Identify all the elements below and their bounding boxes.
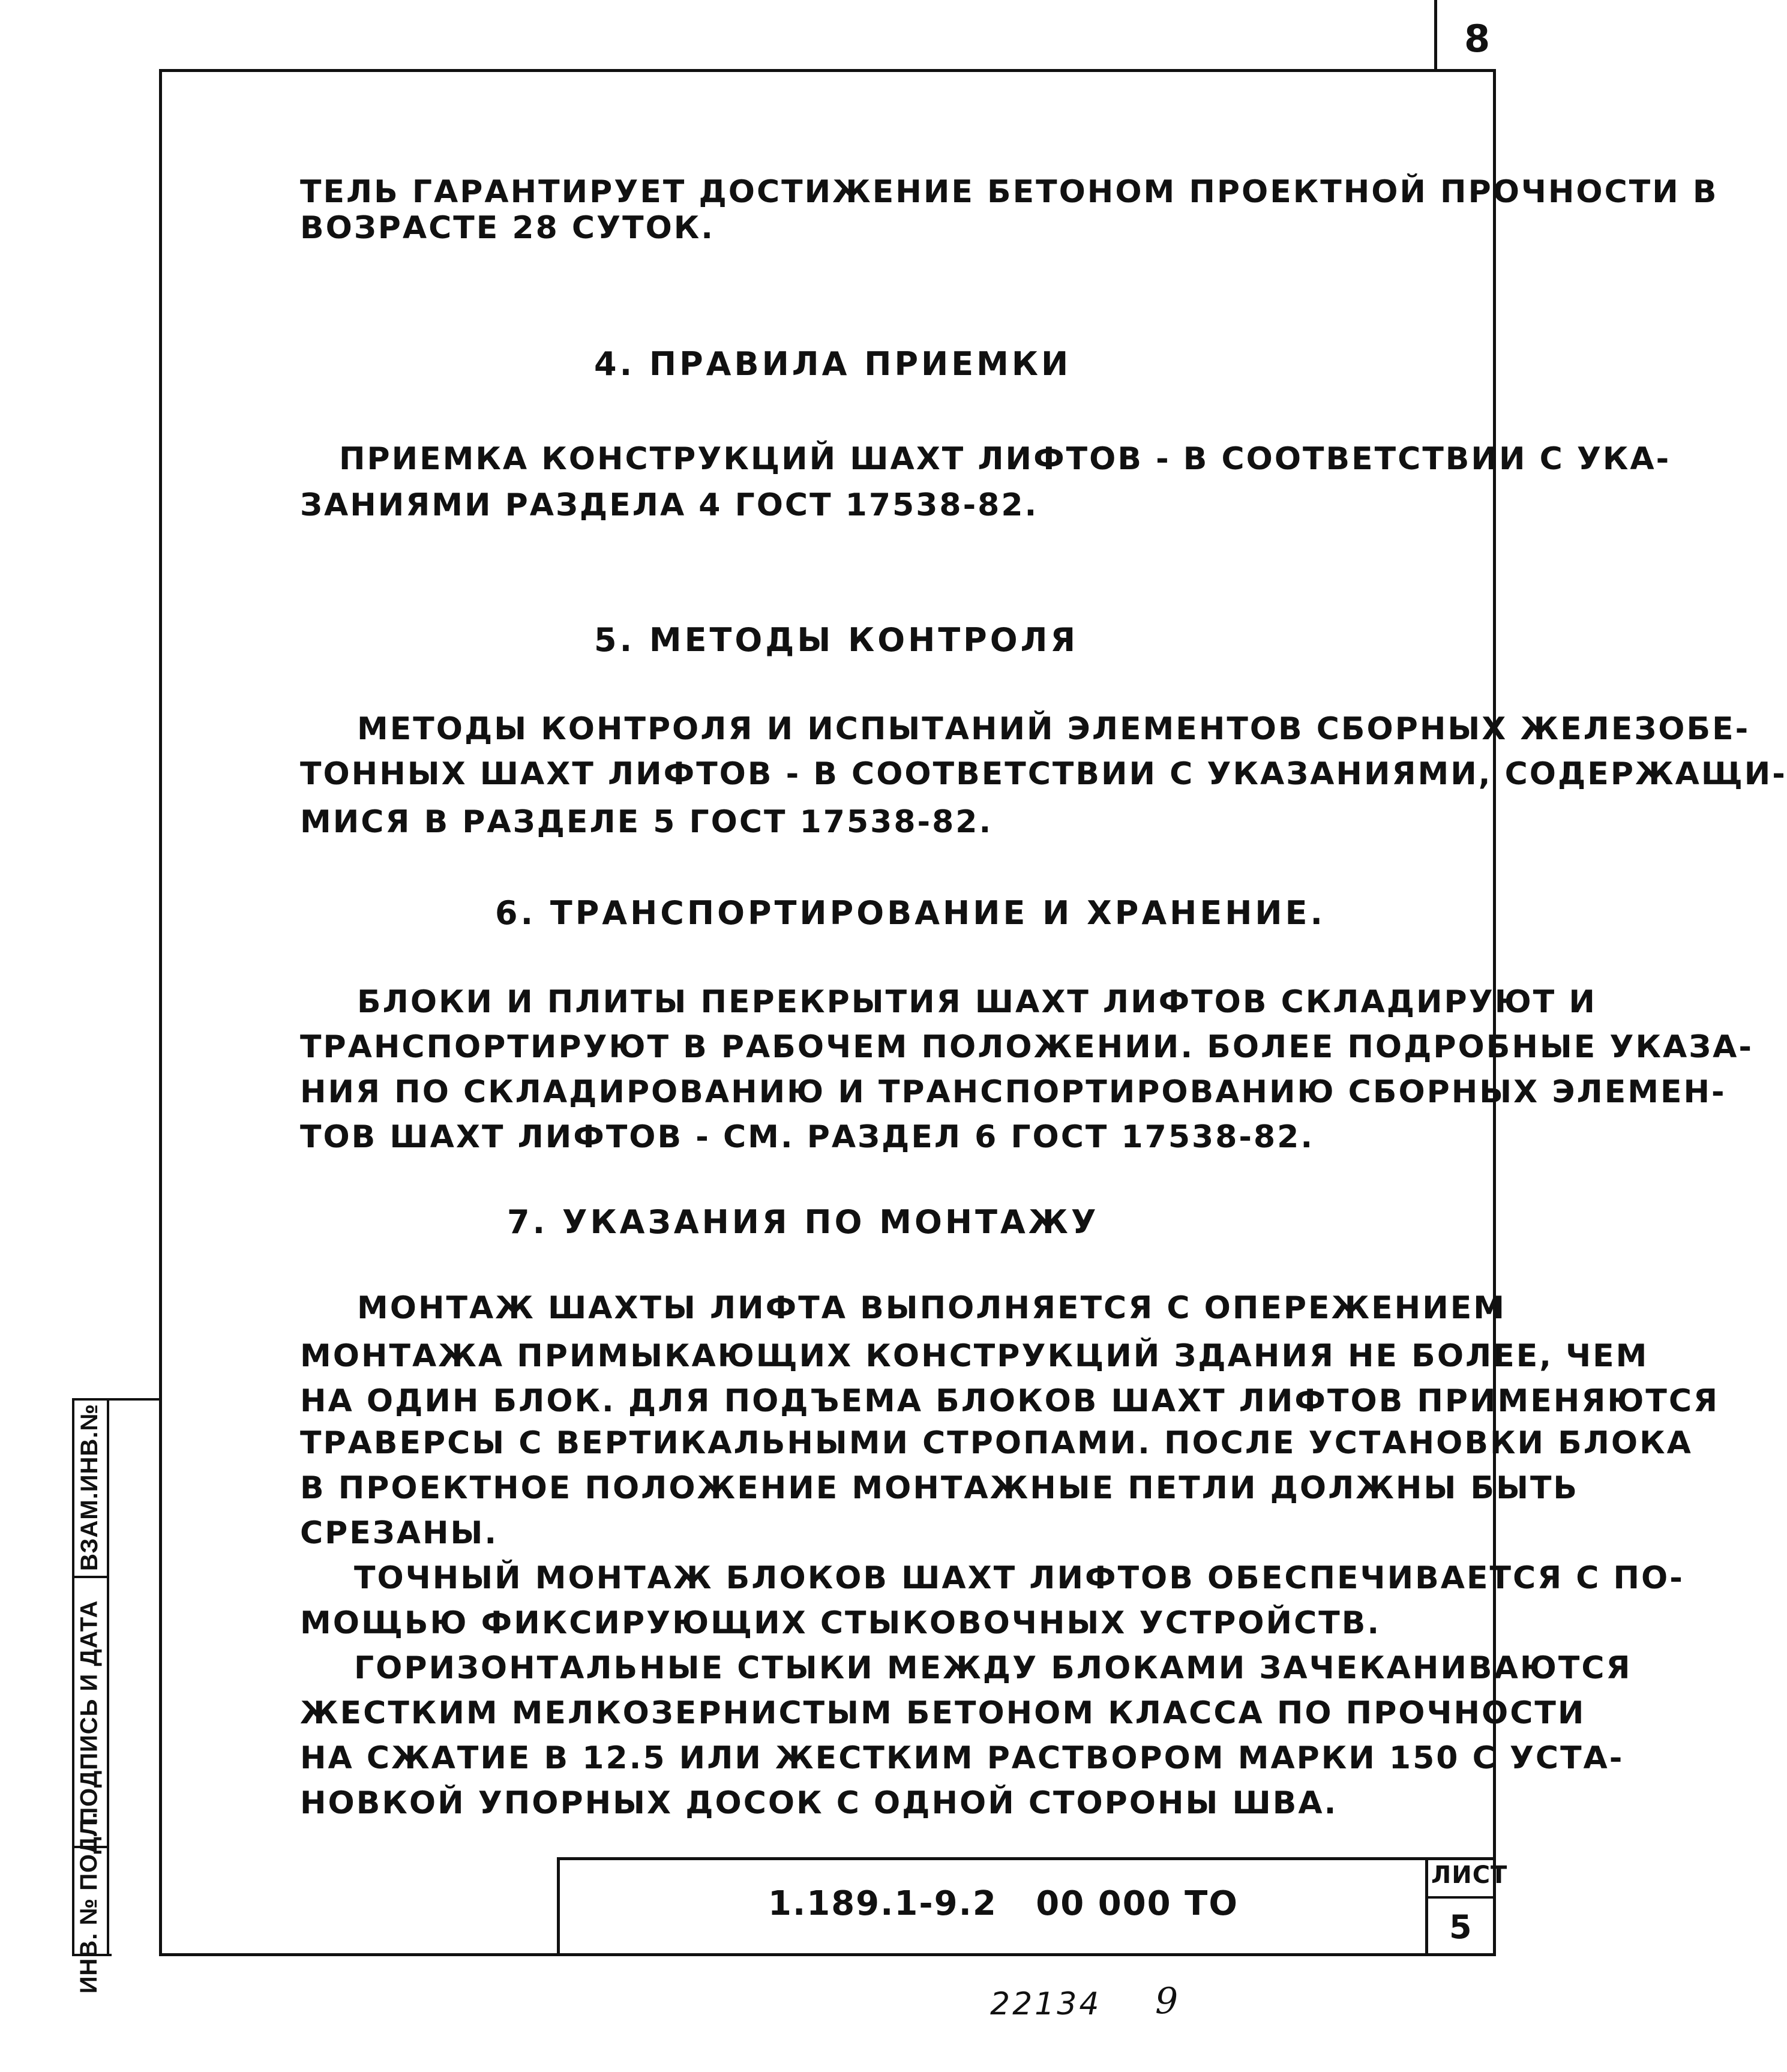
sheet-label: ЛИСТ (1431, 1861, 1508, 1889)
section-5-line-1: МЕТОДЫ КОНТРОЛЯ И ИСПЫТАНИЙ ЭЛЕМЕНТОВ СБОРНЫХ ЖЕЛЕЗОБЕ- (357, 711, 1750, 747)
title-block-sheet-hline (1425, 1896, 1496, 1899)
section-4-heading: 4. ПРАВИЛА ПРИЕМКИ (594, 345, 1072, 383)
section-7-line-1: МОНТАЖ ШАХТЫ ЛИФТА ВЫПОЛНЯЕТСЯ С ОПЕРЕЖЕНИЕМ (357, 1290, 1506, 1326)
section-6-line-1: БЛОКИ И ПЛИТЫ ПЕРЕКРЫТИЯ ШАХТ ЛИФТОВ СКЛАДИРУЮТ И (357, 984, 1597, 1020)
sheet-number: 5 (1449, 1908, 1472, 1946)
side-stamp-text-signature-date: ПОДПИСЬ И ДАТА (76, 1599, 103, 1825)
title-block-sheet-divider (1425, 1857, 1428, 1956)
section-7-line-12: НОВКОЙ УПОРНЫХ ДОСОК С ОДНОЙ СТОРОНЫ ШВА. (300, 1785, 1338, 1821)
section-5-line-3: МИСЯ В РАЗДЕЛЕ 5 ГОСТ 17538-82. (300, 804, 993, 840)
side-stamp-cell-zam-inv (72, 1398, 109, 1578)
side-stamp-cell-signature-date (72, 1578, 109, 1848)
section-7-line-10: ЖЕСТКИМ МЕЛКОЗЕРНИСТЫМ БЕТОНОМ КЛАССА ПО ПРОЧНОСТИ (300, 1695, 1586, 1731)
section-6-heading: 6. ТРАНСПОРТИРОВАНИЕ И ХРАНЕНИЕ. (495, 894, 1326, 932)
corner-page-number: 8 (1464, 17, 1491, 61)
section-7-line-5: В ПРОЕКТНОЕ ПОЛОЖЕНИЕ МОНТАЖНЫЕ ПЕТЛИ ДОЛЖНЫ БЫТЬ (300, 1470, 1579, 1506)
section-7-line-2: МОНТАЖА ПРИМЫКАЮЩИХ КОНСТРУКЦИЙ ЗДАНИЯ НЕ БОЛЕЕ, ЧЕМ (300, 1338, 1649, 1374)
section-6-line-3: НИЯ ПО СКЛАДИРОВАНИЮ И ТРАНСПОРТИРОВАНИЮ СБОРНЫХ ЭЛЕМЕН- (300, 1074, 1726, 1110)
section-4-line-2: ЗАНИЯМИ РАЗДЕЛА 4 ГОСТ 17538-82. (300, 487, 1039, 523)
section-7-line-3: НА ОДИН БЛОК. ДЛЯ ПОДЪЕМА БЛОКОВ ШАХТ ЛИФТОВ ПРИМЕНЯЮТСЯ (300, 1383, 1720, 1419)
section-7-line-7: ТОЧНЫЙ МОНТАЖ БЛОКОВ ШАХТ ЛИФТОВ ОБЕСПЕЧИВАЕТСЯ С ПО- (354, 1560, 1684, 1596)
side-stamp-text-inv-original: ИНВ. № ПОДЛ. (76, 1811, 103, 1993)
section-6-line-2: ТРАНСПОРТИРУЮТ В РАБОЧЕМ ПОЛОЖЕНИИ. БОЛЕЕ ПОДРОБНЫЕ УКАЗА- (300, 1029, 1753, 1065)
side-stamp-text-zam-inv: ВЗАМ.ИНВ.№ (76, 1403, 103, 1571)
intro-line-2: ВОЗРАСТЕ 28 СУТОК. (300, 210, 715, 246)
document-code: 1.189.1-9.2 00 000 ТО (768, 1884, 1239, 1923)
section-6-line-4: ТОВ ШАХТ ЛИФТОВ - СМ. РАЗДЕЛ 6 ГОСТ 17538-82. (300, 1119, 1315, 1155)
section-5-line-2: ТОННЫХ ШАХТ ЛИФТОВ - В СООТВЕТСТВИИ С УКАЗАНИЯМИ, СОДЕРЖАЩИ- (300, 756, 1787, 792)
section-7-line-6: СРЕЗАНЫ. (300, 1515, 499, 1551)
page-mark: 9 (1155, 1980, 1179, 2022)
section-7-heading: 7. УКАЗАНИЯ ПО МОНТАЖУ (507, 1203, 1099, 1241)
section-7-line-4: ТРАВЕРСЫ С ВЕРТИКАЛЬНЫМИ СТРОПАМИ. ПОСЛЕ УСТАНОВКИ БЛОКА (300, 1425, 1693, 1461)
section-7-line-8: МОЩЬЮ ФИКСИРУЮЩИХ СТЫКОВОЧНЫХ УСТРОЙСТВ. (300, 1605, 1381, 1641)
archive-number: 22134 (990, 1986, 1102, 2022)
section-7-line-11: НА СЖАТИЕ В 12.5 ИЛИ ЖЕСТКИМ РАСТВОРОМ МАРКИ 150 С УСТА- (300, 1740, 1624, 1776)
section-5-heading: 5. МЕТОДЫ КОНТРОЛЯ (594, 621, 1079, 659)
side-stamp-divider (109, 1398, 159, 1401)
intro-line-1: ТЕЛЬ ГАРАНТИРУЕТ ДОСТИЖЕНИЕ БЕТОНОМ ПРОЕКТНОЙ ПРОЧНОСТИ В (300, 174, 1719, 210)
side-stamp-cell-inv-original (72, 1811, 109, 1993)
section-4-line-1: ПРИЕМКА КОНСТРУКЦИЙ ШАХТ ЛИФТОВ - В СООТВЕТСТВИИ С УКА- (339, 441, 1671, 477)
section-7-line-9: ГОРИЗОНТАЛЬНЫЕ СТЫКИ МЕЖДУ БЛОКАМИ ЗАЧЕКАНИВАЮТСЯ (354, 1650, 1632, 1686)
